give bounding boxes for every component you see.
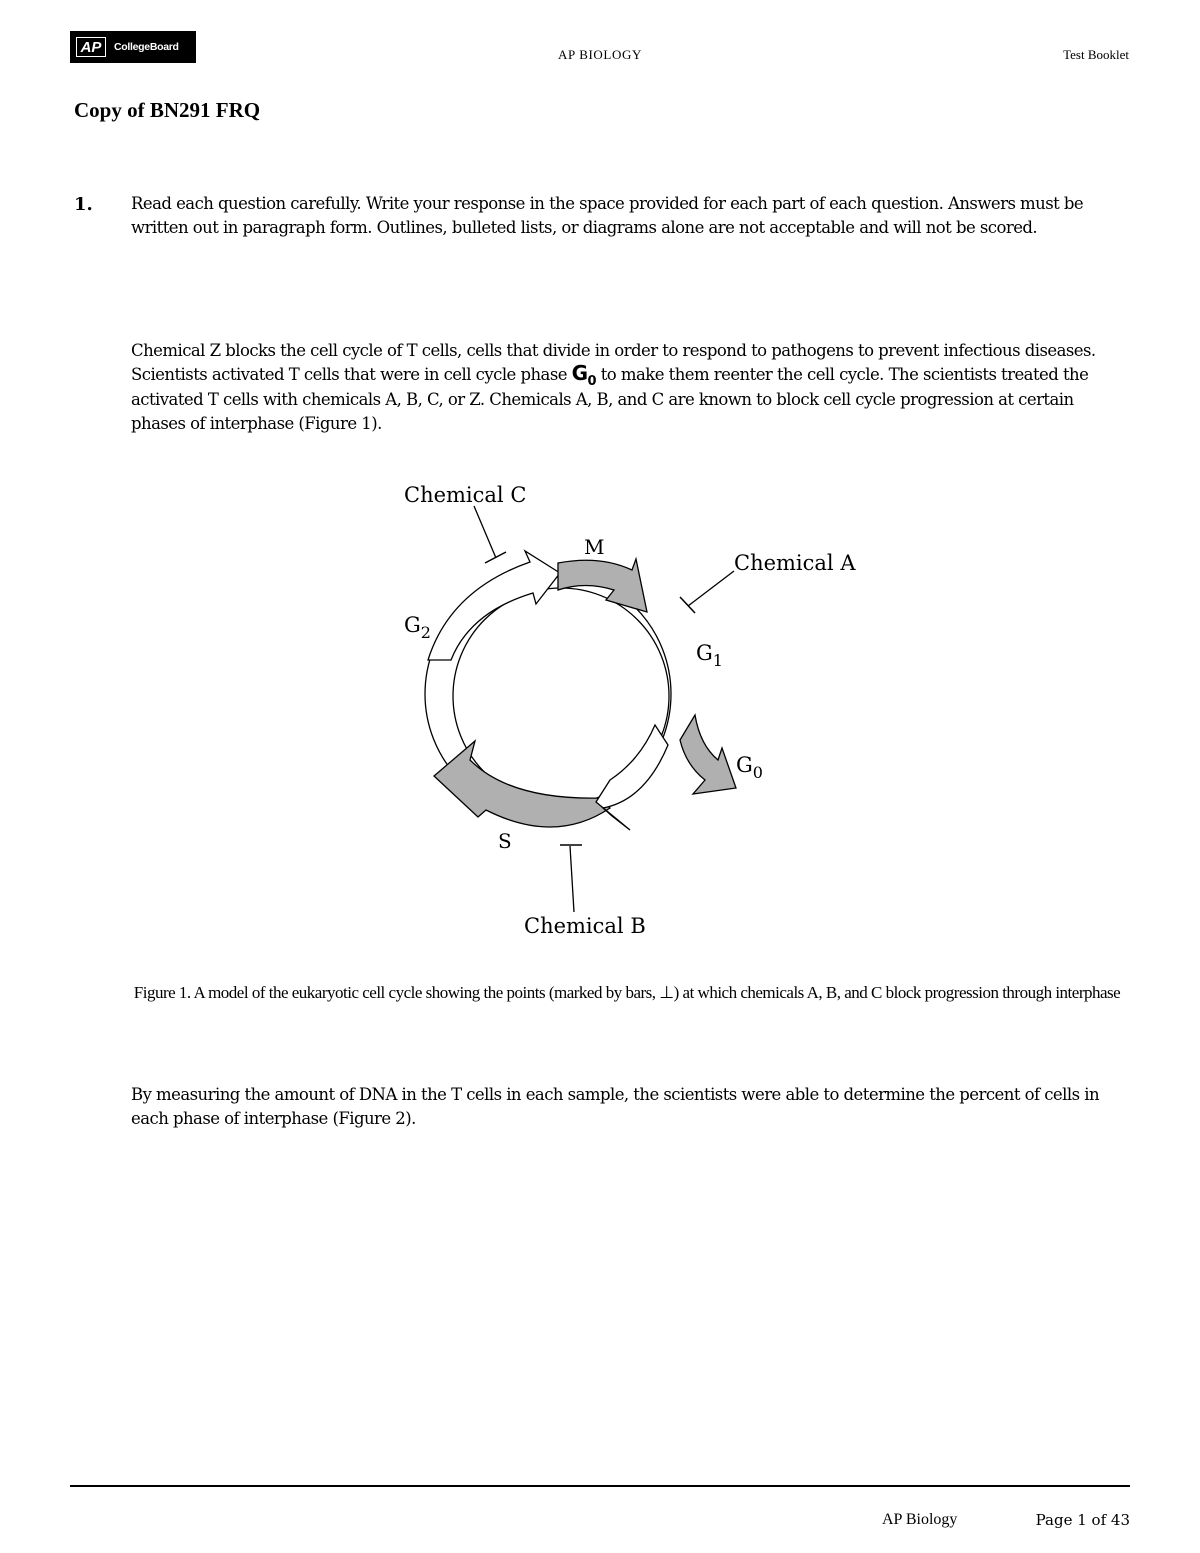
figure1-caption: Figure 1. A model of the eukaryotic cell cycle showing the points (marked by bars, ⊥) at which chemicals A, B, and C block progression through interphase <box>133 983 1121 1002</box>
question-stem <box>131 339 1131 436</box>
label-chemical-c: Chemical C <box>404 483 527 507</box>
question-number: 1. <box>74 194 93 215</box>
footer-subject: AP Biology <box>882 1511 958 1528</box>
label-chemical-a: Chemical A <box>734 551 856 575</box>
document-title: Copy of BN291 FRQ <box>74 98 261 122</box>
chemical-a-pointer <box>688 571 734 606</box>
cell-cycle-diagram <box>380 472 880 942</box>
label-phase-m: M <box>584 535 605 559</box>
stem-text-end: to make them reenter the cell cycle. The scientists treated the activated T cells with chemicals A, B, C, or Z. Chemicals A, B, and C are known to block cell cycle progression at certain phases of interphase (Figure 1). <box>131 365 1089 433</box>
label-phase-g2: $G_2$ <box>404 613 431 642</box>
g1-to-s-arrow <box>596 725 668 830</box>
ap-logo-mark: AP <box>76 37 106 57</box>
question-followup: By measuring the amount of DNA in the T cells in each sample, the scientists were able to determine the percent of cells in each phase of interphase (Figure 2). <box>131 1085 1100 1128</box>
label-phase-g1: $G_1$ <box>696 641 723 670</box>
stem-g0-symbol: $G_0$ <box>571 361 597 389</box>
label-phase-g0: $G_0$ <box>736 753 763 782</box>
chemical-c-pointer <box>474 506 496 558</box>
page-number: Page 1 of 43 <box>1035 1511 1130 1529</box>
s-phase-arrow <box>434 741 610 827</box>
label-phase-s: S <box>498 829 512 853</box>
collegeboard-wordmark: CollegeBoard <box>114 41 179 53</box>
header-subject: AP BIOLOGY <box>558 47 642 62</box>
header-booklet-label: Test Booklet <box>1063 47 1129 62</box>
m-phase-arrow <box>558 559 647 612</box>
chemical-a-block-bar <box>680 597 695 613</box>
question-instructions: Read each question carefully. Write your response in the space provided for each part of each question. Answers must be written out in paragraph form. Outlines, bulleted lists, or diagrams alone are not acceptable and will not be scored. <box>131 194 1084 237</box>
g2-to-m-arrow <box>428 551 560 660</box>
chemical-c-block-bar <box>485 552 506 563</box>
g0-exit-arrow <box>680 715 736 794</box>
stem-text-start: Chemical Z blocks the cell cycle of T cells, cells that divide in order to respond to pathogens to prevent infectious diseases. Scientists activated T cells that were in cell cycle phase <box>131 341 1096 384</box>
label-chemical-b: Chemical B <box>524 914 646 938</box>
chemical-b-pointer <box>570 846 574 912</box>
footer-divider <box>70 1485 1130 1487</box>
